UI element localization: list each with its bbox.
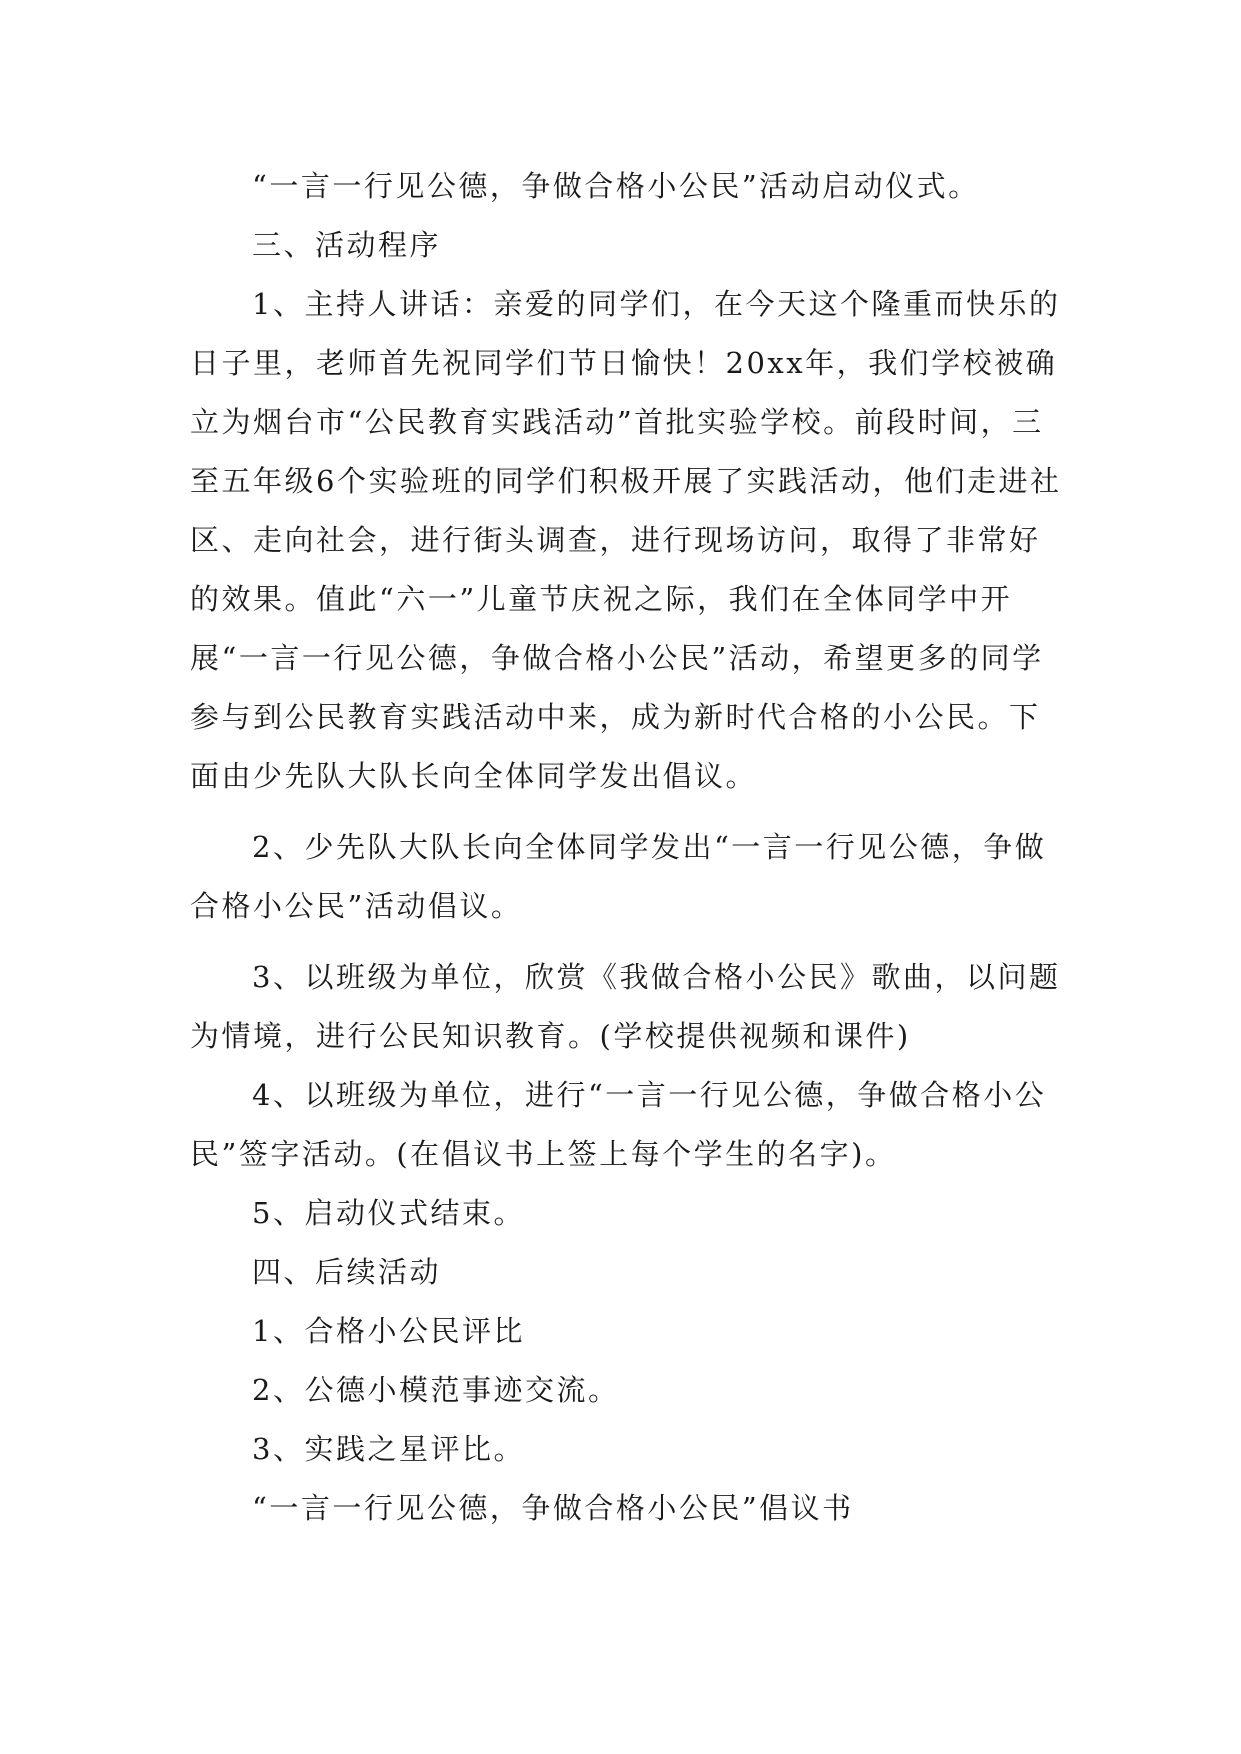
document-body (190, 157, 1070, 1538)
list-item-citizen-award: 1、合格小公民评比 (252, 1314, 525, 1348)
paragraph-song-education: 3、以班级为单位，欣赏《我做合格小公民》歌曲，以问题为情境，进行公民知识教育。(学校提供视频和课件) (190, 960, 1061, 1053)
list-item-practice-star: 3、实践之星评比。 (252, 1432, 525, 1466)
section-heading-followup: 四、后续活动 (252, 1255, 442, 1289)
paragraph-ceremony-end: 5、启动仪式结束。 (252, 1196, 525, 1230)
proposal-letter-title: “一言一行见公德，争做合格小公民”倡议书 (252, 1491, 854, 1525)
paragraph-proposal: 2、少先队大队长向全体同学发出“一言一行见公德，争做合格小公民”活动倡议。 (190, 830, 1047, 923)
section-heading-program: 三、活动程序 (252, 228, 442, 262)
paragraph-ceremony-title: “一言一行见公德，争做合格小公民”活动启动仪式。 (252, 169, 980, 203)
paragraph-host-speech: 1、主持人讲话：亲爱的同学们，在今天这个隆重而快乐的日子里，老师首先祝同学们节日愉快！20xx年，我们学校被确立为烟台市“公民教育实践活动”首批实验学校。前段时间，三至五年级6个实验班的同学们积极开展了实践活动，他们走进社区、走向社会，进行街头调查，进行现场访问，取得了非常好的效果。值此“六一”儿童节庆祝之际，我们在全体同学中开展“一言一行见公德，争做合格小公民”活动，希望更多的同学参与到公民教育实践活动中来，成为新时代合格的小公民。下面由少先队大队长向全体同学发出倡议。 (190, 287, 1062, 793)
list-item-model-exchange: 2、公德小模范事迹交流。 (252, 1373, 620, 1407)
paragraph-signing: 4、以班级为单位，进行“一言一行见公德，争做合格小公民”签字活动。(在倡议书上签上每个学生的名字)。 (190, 1078, 1047, 1171)
